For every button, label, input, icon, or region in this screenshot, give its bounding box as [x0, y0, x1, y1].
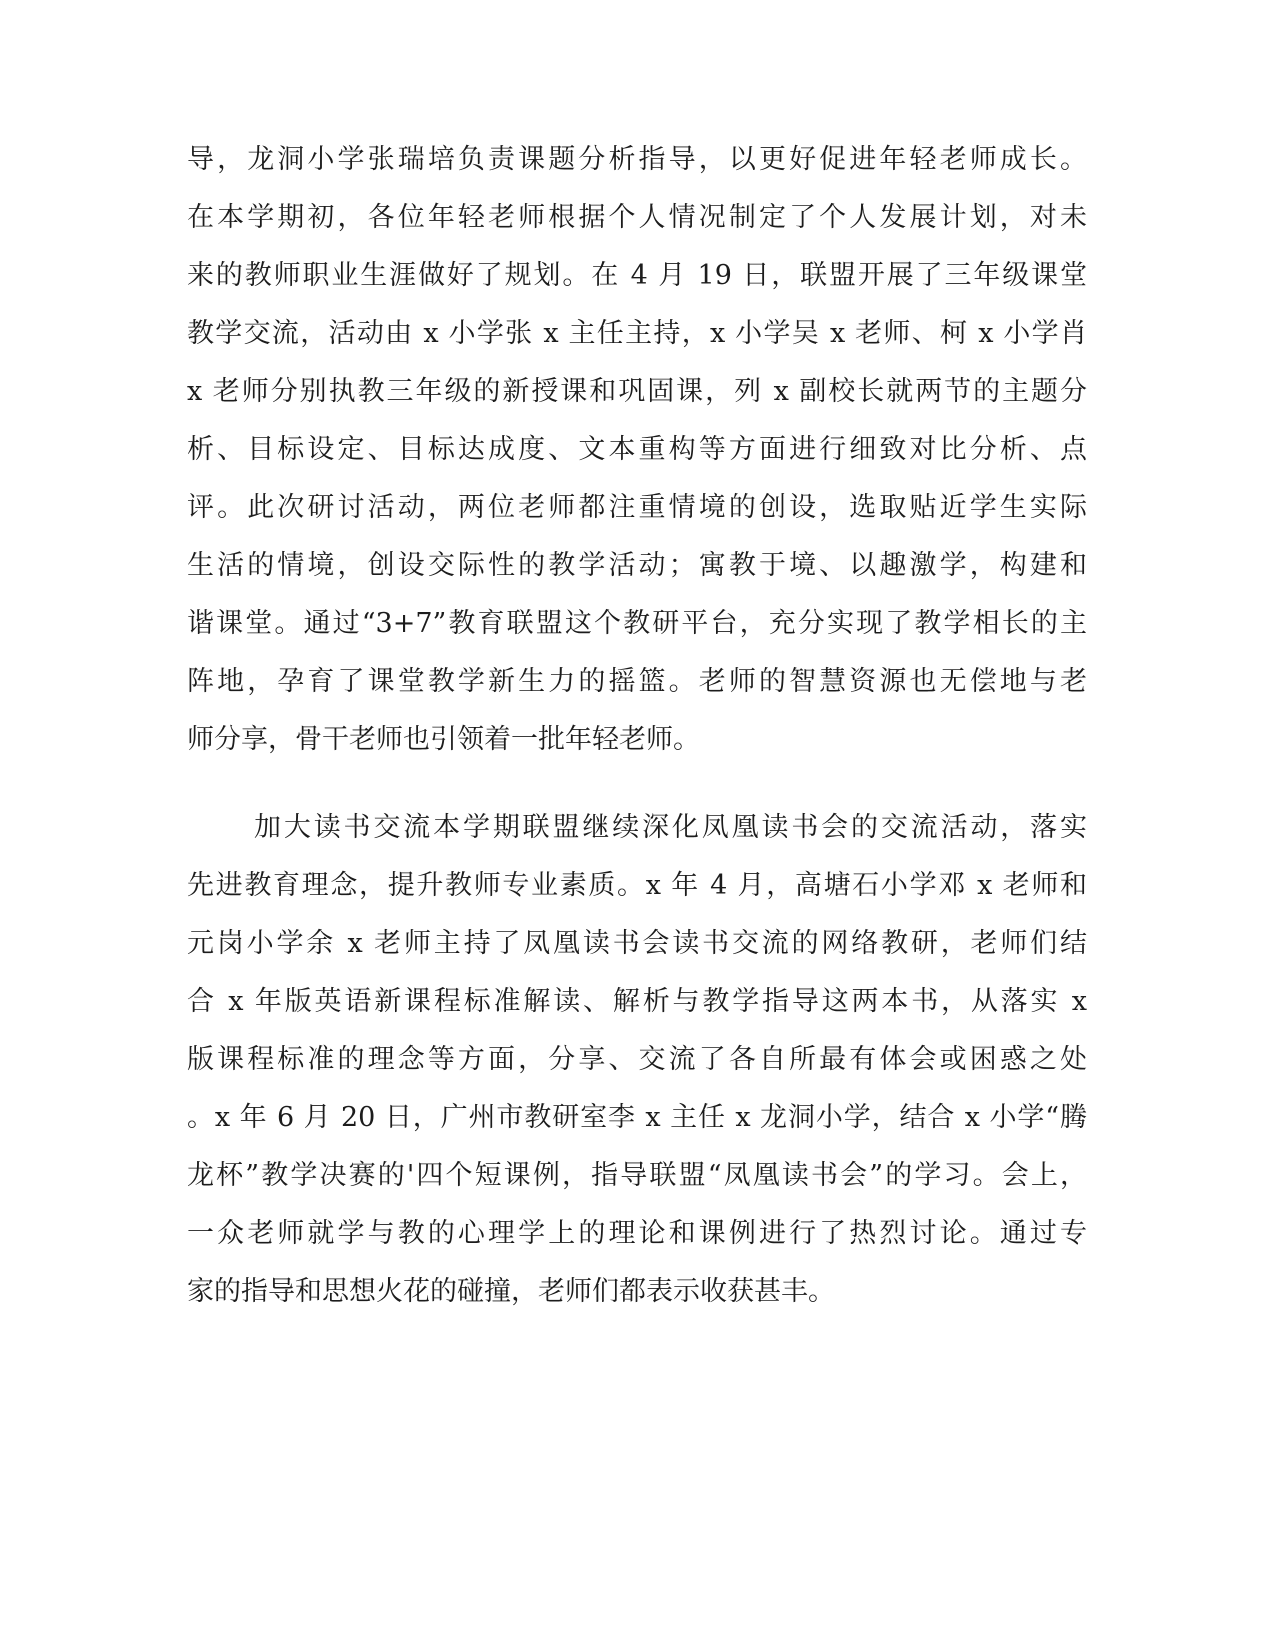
paragraph-1-line-2: 在本学期初，各位年轻老师根据个人情况制定了个人发展计划，对未	[187, 202, 1087, 233]
paragraph-1-line-10: 阵地，孕育了课堂教学新生力的摇篮。老师的智慧资源也无偿地与老	[187, 666, 1087, 697]
paragraph-1-line-5: x 老师分别执教三年级的新授课和巩固课，列 x 副校长就两节的主题分	[187, 376, 1087, 407]
paragraph-1-line-11: 师分享，骨干老师也引领着一批年轻老师。	[187, 724, 700, 755]
paragraph-2-line-9: 家的指导和思想火花的碰撞，老师们都表示收获甚丰。	[187, 1276, 835, 1307]
paragraph-2-line-6: 。x 年 6 月 20 日，广州市教研室李 x 主任 x 龙洞小学，结合 x 小学“腾	[187, 1102, 1087, 1133]
paragraph-2-line-1: 加大读书交流本学期联盟继续深化凤凰读书会的交流活动，落实	[254, 812, 1087, 843]
paragraph-2-line-8: 一众老师就学与教的心理学上的理论和课例进行了热烈讨论。通过专	[187, 1218, 1087, 1249]
paragraph-1-line-8: 生活的情境，创设交际性的教学活动；寓教于境、以趣激学，构建和	[187, 550, 1087, 581]
paragraph-1-line-7: 评。此次研讨活动，两位老师都注重情境的创设，选取贴近学生实际	[187, 492, 1087, 523]
paragraph-2-line-4: 合 x 年版英语新课程标准解读、解析与教学指导这两本书，从落实 x	[187, 986, 1087, 1017]
paragraph-1-line-6: 析、目标设定、目标达成度、文本重构等方面进行细致对比分析、点	[187, 434, 1087, 465]
paragraph-1-line-1: 导，龙洞小学张瑞培负责课题分析指导，以更好促进年轻老师成长。	[187, 144, 1087, 175]
paragraph-2-line-3: 元岗小学余 x 老师主持了凤凰读书会读书交流的网络教研，老师们结	[187, 928, 1087, 959]
paragraph-1-line-9: 谐课堂。通过“3+7”教育联盟这个教研平台，充分实现了教学相长的主	[187, 608, 1087, 639]
paragraph-1-line-4: 教学交流，活动由 x 小学张 x 主任主持，x 小学吴 x 老师、柯 x 小学肖	[187, 318, 1087, 349]
paragraph-2-line-5: 版课程标准的理念等方面，分享、交流了各自所最有体会或困惑之处	[187, 1044, 1087, 1075]
paragraph-2-line-2: 先进教育理念，提升教师专业素质。x 年 4 月，高塘石小学邓 x 老师和	[187, 870, 1087, 901]
paragraph-2-line-7: 龙杯”教学决赛的'四个短课例，指导联盟“凤凰读书会”的学习。会上，	[187, 1160, 1087, 1191]
paragraph-1-line-3: 来的教师职业生涯做好了规划。在 4 月 19 日，联盟开展了三年级课堂	[187, 260, 1087, 291]
